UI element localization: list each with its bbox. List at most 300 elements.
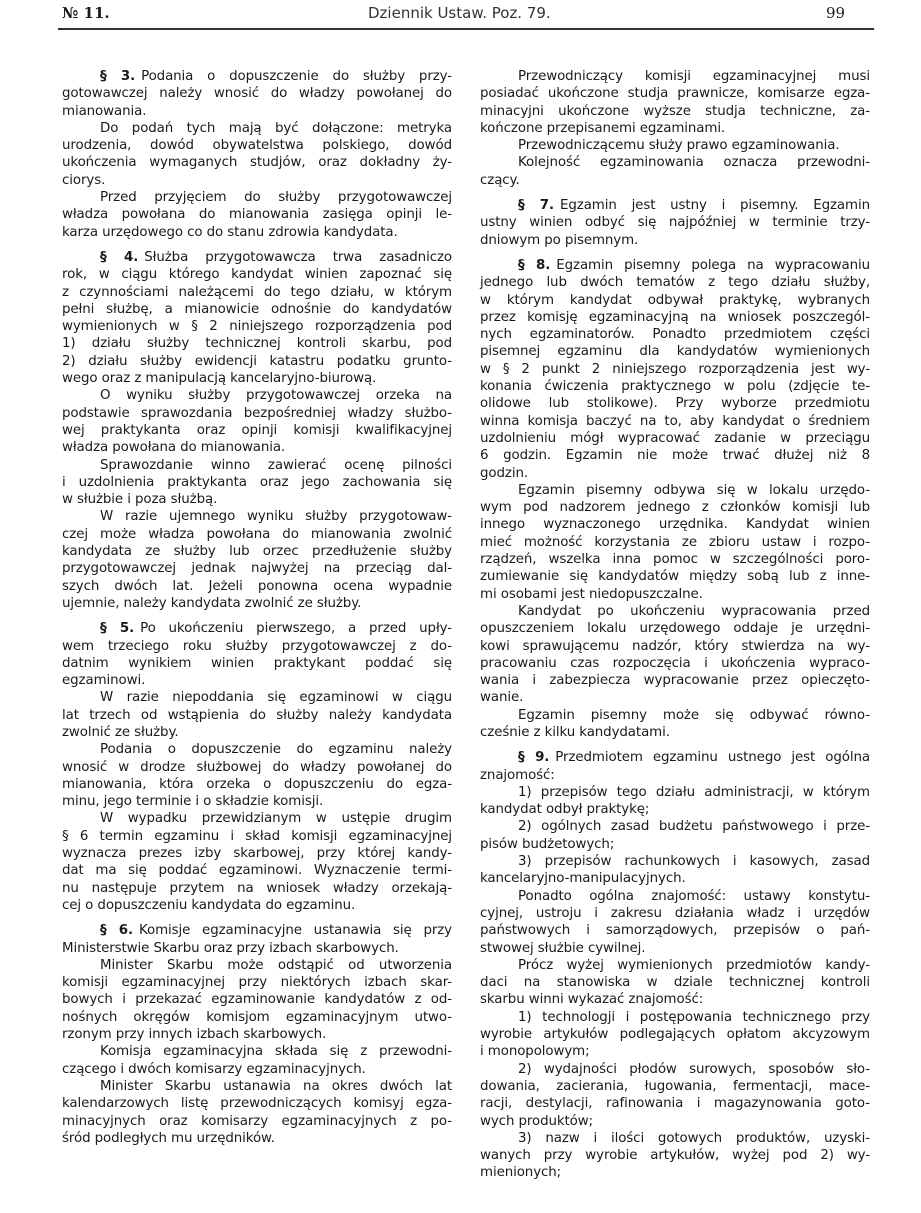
- line-text: pełni służbę, a mianowicie odnośnie do kandydatów: [62, 301, 452, 317]
- page-number: 99: [826, 4, 846, 22]
- text-line: [62, 1043, 452, 1060]
- text-line: [480, 1009, 870, 1026]
- line-text: 1) działu służby technicznej kontroli skarbu, pod: [62, 336, 452, 352]
- line-text: Egzamin pisemny odbywa się w lokalu urzędo-: [518, 482, 870, 498]
- line-text: wyrobie artykułów podlegających opłatom akcyzowym: [480, 1027, 870, 1043]
- issue-number: № 11.: [62, 4, 110, 22]
- line-text: Podania o dopuszczenie do służby przy-: [141, 69, 452, 84]
- line-text: komisji egzaminacyjnej przy niektórych izbach skar-: [62, 975, 452, 991]
- paragraph: [480, 197, 870, 249]
- line-text: pisemnej egzaminu dla kandydatów wymienionych: [480, 344, 870, 360]
- line-text: z czynnościami należącemi do tego działu, w którym: [62, 284, 452, 300]
- line-text: Egzamin pisemny może się odbywać równo-: [518, 707, 870, 723]
- line-text: cześnie z kilku kandydatami.: [480, 724, 670, 740]
- text-line: [480, 1147, 870, 1164]
- line-text: kończone przepisanemi egzaminami.: [480, 120, 726, 136]
- line-text: wego oraz z manipulacją kancelaryjno-biurową.: [62, 371, 377, 387]
- text-line: [62, 68, 452, 85]
- text-line: [480, 689, 870, 706]
- line-text: 3) przepisów rachunkowych i kasowych, zasad: [518, 854, 870, 870]
- text-line: [62, 120, 452, 137]
- line-text: śród podległych mu urzędników.: [62, 1130, 275, 1146]
- text-line: [62, 405, 452, 422]
- text-line: [480, 378, 870, 395]
- line-text: 2) wydajności płodów surowych, sposobów sło-: [518, 1061, 870, 1077]
- section-label: § 5.: [100, 621, 135, 637]
- line-text: czącego i dwóch komisarzy egzaminacyjnych.: [62, 1061, 366, 1077]
- text-line: [62, 1113, 452, 1130]
- line-text: minacyjnych oraz komisarzy egzaminacyjnych z po-: [62, 1113, 452, 1129]
- paragraph: [480, 784, 870, 819]
- text-line: [62, 810, 452, 827]
- line-text: Przed przyjęciem do służby przygotowawczej: [100, 190, 452, 206]
- line-text: mi osobami jest niedopuszczalne.: [480, 586, 703, 602]
- section-label: § 3.: [100, 69, 136, 84]
- line-text: pisów budżetowych;: [480, 836, 615, 852]
- line-text: mianowania, która orzeka o dopuszczeniu do egza-: [62, 776, 452, 792]
- text-line: [480, 957, 870, 974]
- line-text: kalendarzowych listę przewodniczących komisyj egza-: [62, 1096, 452, 1112]
- text-line: [480, 672, 870, 689]
- text-line: [480, 655, 870, 672]
- paragraph: [480, 749, 870, 784]
- text-line: [480, 137, 870, 154]
- text-line: [62, 301, 452, 318]
- paragraph: [480, 888, 870, 957]
- line-text: wych produktów;: [480, 1113, 594, 1129]
- line-text: zwolnić ze służby.: [62, 724, 179, 740]
- text-line: [480, 103, 870, 120]
- text-line: [480, 940, 870, 957]
- line-text: Kolejność egzaminowania oznacza przewodni-: [518, 155, 870, 171]
- text-line: [62, 940, 452, 957]
- paragraph: [62, 620, 452, 689]
- text-line: [62, 672, 452, 689]
- line-text: mieć możność korzystania ze zbioru ustaw i rozpo-: [480, 534, 870, 550]
- line-text: dat ma się poddać egzaminowi. Wyznaczenie termi-: [62, 863, 452, 879]
- paragraph: [480, 853, 870, 888]
- line-text: i uzdolnienia praktykanta oraz jego zachowania się: [62, 474, 452, 490]
- paragraph: [62, 1043, 452, 1078]
- text-line: [62, 206, 452, 223]
- text-line: [480, 120, 870, 137]
- paragraph: [62, 922, 452, 957]
- text-line: [480, 154, 870, 171]
- text-line: [62, 759, 452, 776]
- line-text: mienionych;: [480, 1165, 562, 1181]
- paragraph: [62, 387, 452, 456]
- text-line: [480, 257, 870, 274]
- line-text: Egzamin jest ustny i pisemny. Egzamin: [560, 198, 870, 214]
- text-line: [480, 499, 870, 516]
- text-line: [62, 880, 452, 897]
- line-text: władza powołana do mianowania.: [62, 440, 286, 456]
- line-text: w którym kandydat odbywał praktykę, wybranych: [480, 292, 870, 308]
- text-line: [62, 578, 452, 595]
- paragraph: [480, 1009, 870, 1061]
- text-line: [62, 508, 452, 525]
- line-text: znajomość:: [480, 767, 555, 783]
- text-line: [62, 526, 452, 543]
- text-line: [480, 309, 870, 326]
- line-text: egzaminowi.: [62, 673, 146, 689]
- text-line: [480, 361, 870, 378]
- paragraph: [480, 68, 870, 137]
- section: [480, 749, 870, 1181]
- text-line: [480, 343, 870, 360]
- section: [62, 249, 452, 612]
- line-text: nych egzaminatorów. Ponadto przedmiotem części: [480, 327, 870, 343]
- text-line: [480, 991, 870, 1008]
- text-line: [480, 784, 870, 801]
- line-text: rzonym przy innych izbach skarbowych.: [62, 1027, 327, 1043]
- text-line: [62, 845, 452, 862]
- section: [480, 197, 870, 249]
- line-text: w § 2 punkt 2 niniejszego rozporządzenia jest wy-: [480, 361, 870, 377]
- text-line: [62, 137, 452, 154]
- text-line: [480, 172, 870, 189]
- line-text: Przewodniczącemu służy prawo egzaminowania.: [518, 138, 840, 154]
- text-line: [480, 516, 870, 533]
- line-text: konania ćwiczenia praktycznego w polu (zdjęcie te-: [480, 379, 870, 395]
- line-text: skarbu winni wykazać znajomość:: [480, 992, 704, 1008]
- line-text: godzin.: [480, 465, 528, 481]
- text-line: [480, 801, 870, 818]
- section-label: § 9.: [518, 750, 550, 766]
- line-text: Sprawozdanie winno zawierać ocenę pilności: [100, 457, 452, 473]
- line-text: posiadać ukończone studja prawnicze, komisarze egza-: [480, 86, 870, 102]
- text-line: [62, 249, 452, 266]
- paragraph: [480, 957, 870, 1009]
- line-text: pracowaniu czas rozpoczęcia i ukończenia wypraco-: [480, 655, 870, 671]
- line-text: szych dwóch lat. Jeżeli ponowna ocena wypadnie: [62, 578, 452, 594]
- line-text: lat trzech od wstąpienia do służby należy kandydata: [62, 707, 452, 723]
- text-line: [62, 741, 452, 758]
- line-text: przez komisję egzaminacyjną na wniosek poszczegól-: [480, 309, 870, 325]
- header-rule: [58, 28, 874, 30]
- line-text: rządzeń, wszelka inna pomoc w szczególności poro-: [480, 552, 870, 568]
- paragraph: [62, 249, 452, 387]
- text-line: [62, 922, 452, 939]
- text-line: [62, 1061, 452, 1078]
- paragraph: [62, 1078, 452, 1147]
- line-text: W wypadku przewidzianym w ustępie drugim: [100, 811, 452, 827]
- text-line: [480, 767, 870, 784]
- text-line: [480, 274, 870, 291]
- running-title: Dziennik Ustaw. Poz. 79.: [368, 4, 551, 22]
- right-column: [480, 68, 870, 1190]
- paragraph: [62, 120, 452, 189]
- text-line: [62, 318, 452, 335]
- text-line: [62, 1078, 452, 1095]
- text-line: [62, 284, 452, 301]
- line-text: czący.: [480, 172, 520, 188]
- text-line: [62, 103, 452, 120]
- text-line: [480, 551, 870, 568]
- section: [480, 257, 870, 741]
- text-line: [62, 957, 452, 974]
- line-text: datnim wynikiem winien praktykant poddać się: [62, 655, 452, 671]
- line-text: Prócz wyżej wymienionych przedmiotów kandy-: [518, 957, 870, 973]
- line-text: 3) nazw i ilości gotowych produktów, uzyski-: [518, 1130, 870, 1146]
- line-text: Minister Skarbu może odstąpić od utworzenia: [100, 957, 452, 973]
- paragraph: [480, 1130, 870, 1182]
- text-line: [62, 974, 452, 991]
- text-line: [480, 818, 870, 835]
- line-text: mianowania.: [62, 103, 147, 119]
- paragraph: [62, 957, 452, 1043]
- text-line: [480, 888, 870, 905]
- paragraph: [62, 189, 452, 241]
- line-text: nośnych okręgów komisjom egzaminacyjnym utwo-: [62, 1009, 452, 1025]
- line-text: 1) technologji i postępowania technicznego przy: [518, 1009, 870, 1025]
- line-text: wanie.: [480, 690, 524, 706]
- text-line: [62, 560, 452, 577]
- text-line: [62, 543, 452, 560]
- text-line: [480, 1095, 870, 1112]
- text-line: [480, 707, 870, 724]
- text-line: [480, 1164, 870, 1181]
- text-line: [480, 534, 870, 551]
- text-line: [62, 491, 452, 508]
- text-line: [62, 1009, 452, 1026]
- line-text: racji, destylacji, rafinowania i magazynowania goto-: [480, 1096, 870, 1112]
- text-line: [480, 197, 870, 214]
- line-text: Komisja egzaminacyjna składa się z przewodni-: [100, 1044, 452, 1060]
- line-text: 6 godzin. Egzamin nie może trwać dłużej niż 8: [480, 448, 870, 464]
- paragraph: [480, 482, 870, 603]
- line-text: wem trzeciego roku służby przygotowawczej z do-: [62, 638, 452, 654]
- text-line: [62, 189, 452, 206]
- text-line: [480, 214, 870, 231]
- text-line: [62, 85, 452, 102]
- section: [480, 68, 870, 189]
- text-line: [62, 154, 452, 171]
- section-label: § 8.: [518, 257, 551, 273]
- line-text: wnosić w drodze służbowej do władzy powołanej do: [62, 759, 452, 775]
- line-text: urodzenia, dowód obywatelstwa polskiego, dowód: [62, 138, 452, 154]
- paragraph: [62, 508, 452, 612]
- paragraph: [480, 257, 870, 482]
- line-text: Po ukończeniu pierwszego, a przed upły-: [140, 621, 452, 637]
- text-line: [480, 974, 870, 991]
- line-text: Przewodniczący komisji egzaminacyjnej musi: [518, 69, 870, 84]
- text-line: [62, 862, 452, 879]
- text-line: [480, 447, 870, 464]
- text-line: [480, 1061, 870, 1078]
- text-line: [480, 232, 870, 249]
- text-line: [62, 474, 452, 491]
- text-line: [480, 85, 870, 102]
- section: [62, 922, 452, 1147]
- text-line: [480, 853, 870, 870]
- paragraph: [62, 689, 452, 741]
- line-text: ciorys.: [62, 172, 106, 188]
- section-label: § 4.: [100, 249, 139, 265]
- line-text: W razie niepoddania się egzaminowi w ciągu: [100, 690, 452, 706]
- text-line: [62, 897, 452, 914]
- line-text: Służba przygotowawcza trwa zasadniczo: [144, 249, 452, 265]
- text-line: [62, 595, 452, 612]
- line-text: § 6 termin egzaminu i skład komisji egzaminacyjnej: [62, 828, 452, 844]
- paragraph: [62, 741, 452, 810]
- line-text: podstawie sprawozdania bezpośredniej władzy służbo-: [62, 405, 452, 421]
- section: [62, 620, 452, 914]
- line-text: karza urzędowego co do stanu zdrowia kandydata.: [62, 224, 398, 240]
- line-text: wanych przy wyrobie artykułów, wyżej pod 2) wy-: [480, 1148, 870, 1164]
- line-text: ujemnie, należy kandydata zwolnić ze służby.: [62, 595, 362, 611]
- text-line: [480, 836, 870, 853]
- line-text: nu następuje przytem na wniosek władzy orzekają-: [62, 880, 452, 896]
- line-text: kowi sprawującemu nadzór, który stwierdza na wy-: [480, 638, 870, 654]
- line-text: i monopolowym;: [480, 1044, 590, 1060]
- line-text: czej może władza powołana do mianowania zwolnić: [62, 526, 452, 542]
- paragraph: [480, 154, 870, 189]
- paragraph: [480, 818, 870, 853]
- line-text: jednego lub dwóch tematów z tego działu służby,: [480, 275, 870, 291]
- paragraph: [62, 810, 452, 914]
- line-text: wym pod nadzorem jednego z członków komisji lub: [480, 500, 870, 516]
- text-line: [62, 1095, 452, 1112]
- text-line: [480, 1043, 870, 1060]
- text-line: [62, 620, 452, 637]
- line-text: państwowych i samorządowych, przepisów o pań-: [480, 923, 870, 939]
- paragraph: [480, 603, 870, 707]
- text-line: [62, 172, 452, 189]
- line-text: Przedmiotem egzaminu ustnego jest ogólna: [555, 750, 870, 766]
- line-text: kancelaryjno-manipulacyjnych.: [480, 871, 686, 887]
- line-text: zumiewanie się kandydatów między sobą lub z inne-: [480, 569, 870, 585]
- text-line: [480, 568, 870, 585]
- line-text: 2) działu służby ewidencji katastru podatku grunto-: [62, 353, 452, 369]
- text-line: [62, 1130, 452, 1147]
- line-text: Minister Skarbu ustanawia na okres dwóch lat: [100, 1078, 452, 1094]
- line-text: kandydata ze służby lub orzec przedłużenie służby: [62, 544, 452, 560]
- line-text: wania i zabezpiecza wypracowanie przez opieczęto-: [480, 673, 870, 689]
- text-line: [62, 370, 452, 387]
- line-text: Egzamin pisemny polega na wypracowaniu: [556, 257, 870, 273]
- line-text: daci na stanowiska w dziale technicznej kontroli: [480, 975, 870, 991]
- text-line: [62, 655, 452, 672]
- line-text: kandydat odbył praktykę;: [480, 802, 650, 818]
- line-text: minacyjni ukończone wyższe studja techniczne, za-: [480, 103, 870, 119]
- line-text: Ponadto ogólna znajomość: ustawy konstytu-: [518, 888, 870, 904]
- line-text: władza powołana do mianowania zasięga opinji le-: [62, 207, 452, 223]
- line-text: gotowawczej należy wnosić do władzy powołanej do: [62, 86, 452, 102]
- line-text: Kandydat po ukończeniu wypracowania przed: [518, 603, 870, 619]
- text-line: [480, 1026, 870, 1043]
- text-line: [62, 224, 452, 241]
- line-text: ustny winien odbyć się najpóźniej w terminie trzy-: [480, 215, 870, 231]
- text-line: [62, 638, 452, 655]
- text-line: [480, 430, 870, 447]
- line-text: minu, jego terminie i o składzie komisji.: [62, 794, 324, 810]
- text-line: [480, 68, 870, 85]
- text-line: [62, 724, 452, 741]
- text-line: [62, 387, 452, 404]
- text-line: [480, 292, 870, 309]
- text-line: [480, 1078, 870, 1095]
- line-text: 1) przepisów tego działu administracji, w którym: [518, 784, 870, 800]
- text-line: [62, 457, 452, 474]
- text-line: [480, 326, 870, 343]
- line-text: wej praktykanta oraz opinji komisji kwalifikacyjnej: [62, 422, 452, 438]
- text-line: [62, 991, 452, 1008]
- text-line: [62, 335, 452, 352]
- text-line: [480, 482, 870, 499]
- section: [62, 68, 452, 241]
- text-line: [480, 603, 870, 620]
- text-line: [480, 465, 870, 482]
- section-label: § 6.: [100, 923, 133, 939]
- text-line: [62, 776, 452, 793]
- text-line: [480, 724, 870, 741]
- text-line: [480, 749, 870, 766]
- text-line: [62, 1026, 452, 1043]
- text-line: [480, 870, 870, 887]
- paragraph: [480, 137, 870, 154]
- text-line: [62, 422, 452, 439]
- paragraph: [480, 1061, 870, 1130]
- text-line: [480, 1113, 870, 1130]
- text-line: [62, 793, 452, 810]
- line-text: bowych i przekazać egzaminowanie kandydatów z od-: [62, 992, 452, 1008]
- line-text: cyjnej, ustroju i zakresu działania władz i urzędów: [480, 905, 870, 921]
- left-column: [62, 68, 452, 1155]
- line-text: dniowym po pisemnym.: [480, 232, 639, 248]
- line-text: przygotowawczej jednak najwyżej na przeciąg dal-: [62, 561, 452, 577]
- text-line: [480, 638, 870, 655]
- text-line: [480, 905, 870, 922]
- paragraph: [62, 68, 452, 120]
- line-text: 2) ogólnych zasad budżetu państwowego i prze-: [518, 819, 870, 835]
- line-text: wyznacza prezes izby skarbowej, przy której kandy-: [62, 846, 452, 862]
- line-text: Komisje egzaminacyjne ustanawia się przy: [138, 923, 452, 939]
- text-line: [480, 922, 870, 939]
- line-text: winna komisja baczyć na to, aby kandydat o średniem: [480, 413, 870, 429]
- text-line: [62, 353, 452, 370]
- paragraph: [480, 707, 870, 742]
- line-text: O wyniku służby przygotowawczej orzeka na: [100, 388, 452, 404]
- line-text: W razie ujemnego wyniku służby przygotowaw-: [100, 509, 452, 525]
- line-text: ukończenia wymaganych studjów, oraz dokładny ży-: [62, 155, 452, 171]
- line-text: Ministerstwie Skarbu oraz przy izbach skarbowych.: [62, 940, 399, 956]
- line-text: dowania, zacierania, ługowania, fermentacji, mace-: [480, 1078, 870, 1094]
- line-text: Do podań tych mają być dołączone: metryka: [100, 120, 452, 136]
- text-line: [480, 1130, 870, 1147]
- text-line: [62, 707, 452, 724]
- line-text: cej o dopuszczeniu kandydata do egzaminu.: [62, 897, 356, 913]
- text-line: [62, 266, 452, 283]
- line-text: rok, w ciągu którego kandydat winien zapoznać się: [62, 267, 452, 283]
- line-text: wymienionych w § 2 niniejszego rozporządzenia pod: [62, 319, 452, 335]
- text-line: [480, 586, 870, 603]
- section-label: § 7.: [518, 198, 555, 214]
- line-text: uzdolnieniu mógł wypracować zadanie w przeciągu: [480, 430, 870, 446]
- line-text: opuszczeniem lokalu urzędowego oddaje je urzędni-: [480, 621, 870, 637]
- text-line: [480, 395, 870, 412]
- line-text: w służbie i poza służbą.: [62, 492, 218, 508]
- text-line: [62, 439, 452, 456]
- line-text: innego wyznaczonego urzędnika. Kandydat winien: [480, 517, 870, 533]
- line-text: Podania o dopuszczenie do egzaminu należy: [100, 742, 452, 758]
- text-line: [62, 689, 452, 706]
- text-line: [480, 620, 870, 637]
- text-line: [480, 413, 870, 430]
- text-line: [62, 828, 452, 845]
- line-text: olidowe lub stolikowe). Przy wyborze przedmiotu: [480, 396, 870, 412]
- line-text: stwowej służbie cywilnej.: [480, 940, 646, 956]
